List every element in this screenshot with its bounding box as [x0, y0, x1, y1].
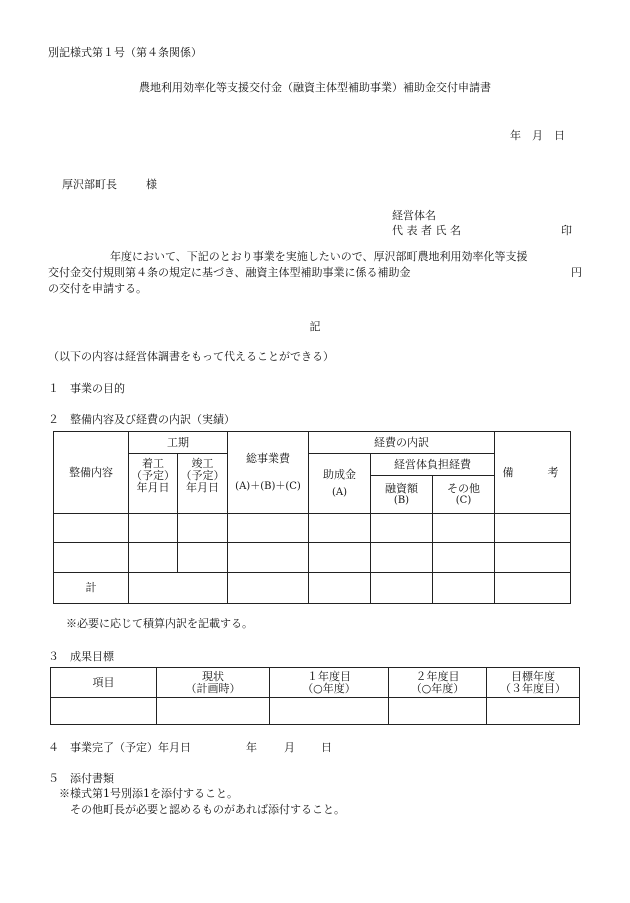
table-cell — [54, 514, 129, 543]
table-cell — [495, 573, 571, 604]
other-label: その他 — [447, 481, 481, 495]
table-cell — [487, 698, 580, 725]
current-label: 現状 — [202, 669, 224, 683]
section-5-title: ５ 添付書類 — [48, 772, 114, 785]
year2-label: ２年度目 — [415, 669, 460, 683]
col-header-loan — [371, 476, 433, 514]
application-body — [48, 249, 582, 297]
year2-fiscal: （○年度） — [410, 681, 465, 695]
body-line-3: の交付を申請する。 — [48, 282, 147, 295]
target-table — [50, 667, 580, 725]
year1-fiscal: （○年度） — [302, 681, 356, 695]
table-cell — [371, 573, 433, 604]
representative-name-label: 代 表 者 氏 名 — [392, 224, 461, 237]
table-cell — [309, 573, 371, 604]
subsidy-code: (A) — [331, 486, 348, 498]
table-cell — [433, 514, 495, 543]
table-cell — [228, 514, 309, 543]
completion-year: 年 — [246, 741, 257, 754]
current-planning: （計画時） — [185, 681, 241, 695]
table-cell — [433, 543, 495, 573]
table-row — [54, 543, 571, 573]
amount-unit: 円 — [571, 266, 582, 279]
body-line-1: 年度において、下記のとおり事業を実施したいので、厚沢部町農地利用効率化等支援 — [110, 250, 528, 263]
target-col-item: 項目 — [51, 668, 157, 698]
attachment-item-2: その他町長が必要と認めるものがあれば添付すること。 — [70, 803, 345, 816]
target-col-year2 — [389, 668, 487, 698]
subsidy-label: 助成金 — [323, 467, 356, 481]
table-cell — [495, 514, 571, 543]
table-cell — [157, 698, 270, 725]
col-header-total — [228, 432, 309, 514]
target-year-label: 目標年度 — [511, 669, 555, 683]
year1-label: １年度目 — [307, 669, 351, 683]
target-col-year1 — [270, 668, 389, 698]
col-header-item: 整備内容 — [54, 432, 129, 514]
substitution-note: （以下の内容は経営体調書をもって代えることができる） — [48, 350, 334, 363]
target-year-third: （３年度目） — [500, 681, 566, 695]
table-cell — [389, 698, 487, 725]
start-date: 年月日 — [136, 481, 170, 494]
addressee-honorific: 様 — [146, 178, 157, 191]
table-cell — [129, 573, 228, 604]
table-cell — [129, 543, 178, 573]
form-number: 別記様式第１号（第４条関係） — [48, 46, 202, 59]
table-row — [54, 514, 571, 543]
table-cell — [309, 543, 371, 573]
entity-name-label: 経営体名 — [392, 209, 436, 222]
table-cell — [129, 514, 178, 543]
section-1-title: １ 事業の目的 — [48, 382, 125, 395]
loan-code: (B) — [393, 494, 410, 506]
target-col-current — [157, 668, 270, 698]
section-2-title: ２ 整備内容及び経費の内訳（実績） — [48, 413, 235, 426]
table-cell — [433, 573, 495, 604]
total-row-label: 計 — [54, 573, 129, 604]
table-cell — [178, 514, 228, 543]
total-formula: (A)＋(B)＋(C) — [235, 480, 301, 492]
col-header-remarks: 備 考 — [495, 432, 571, 514]
col-header-start — [129, 454, 178, 514]
target-col-target — [487, 668, 580, 698]
table-cell — [228, 543, 309, 573]
table-cell — [178, 543, 228, 573]
table-row — [51, 698, 580, 725]
end-label: 竣工 — [191, 457, 214, 470]
col-header-period: 工期 — [129, 432, 228, 454]
completion-day: 日 — [321, 741, 332, 754]
attachment-item-1: ※様式第1号別添1を添付すること。 — [59, 787, 238, 800]
section-2-footnote: ※必要に応じて積算内訳を記載する。 — [66, 617, 253, 630]
other-code: (C) — [455, 494, 472, 506]
expense-table — [53, 431, 571, 604]
section-3-title: ３ 成果目標 — [48, 650, 114, 663]
table-cell — [371, 514, 433, 543]
col-header-end — [178, 454, 228, 514]
table-cell — [309, 514, 371, 543]
col-header-breakdown: 経費の内訳 — [309, 432, 495, 454]
table-cell — [495, 543, 571, 573]
addressee-name: 厚沢部町長 — [62, 178, 117, 191]
section-4-title: ４ 事業完了（予定）年月日 — [48, 741, 191, 754]
end-planned: （予定） — [180, 469, 225, 482]
total-label: 総事業費 — [246, 451, 290, 465]
table-cell — [371, 543, 433, 573]
table-cell — [51, 698, 157, 725]
col-header-other — [433, 476, 495, 514]
loan-label: 融資額 — [385, 481, 418, 495]
col-header-burden: 経営体負担経費 — [371, 454, 495, 476]
body-line-2-text: 交付金交付規則第４条の規定に基づき、融資主体型補助事業に係る補助金 — [48, 266, 411, 279]
col-header-subsidy — [309, 454, 371, 514]
seal-mark: 印 — [561, 224, 572, 237]
ki-heading: 記 — [309, 320, 321, 333]
start-label: 着工 — [142, 457, 164, 470]
completion-month: 月 — [284, 741, 295, 754]
start-planned: （予定） — [131, 469, 175, 482]
end-date: 年月日 — [186, 481, 219, 494]
application-date: 年 月 日 — [510, 129, 565, 142]
table-cell — [270, 698, 389, 725]
table-cell — [54, 543, 129, 573]
table-cell — [228, 573, 309, 604]
document-title: 農地利用効率化等支援交付金（融資主体型補助事業）補助金交付申請書 — [139, 81, 491, 94]
total-row — [54, 573, 571, 604]
body-line-2 — [48, 265, 582, 281]
